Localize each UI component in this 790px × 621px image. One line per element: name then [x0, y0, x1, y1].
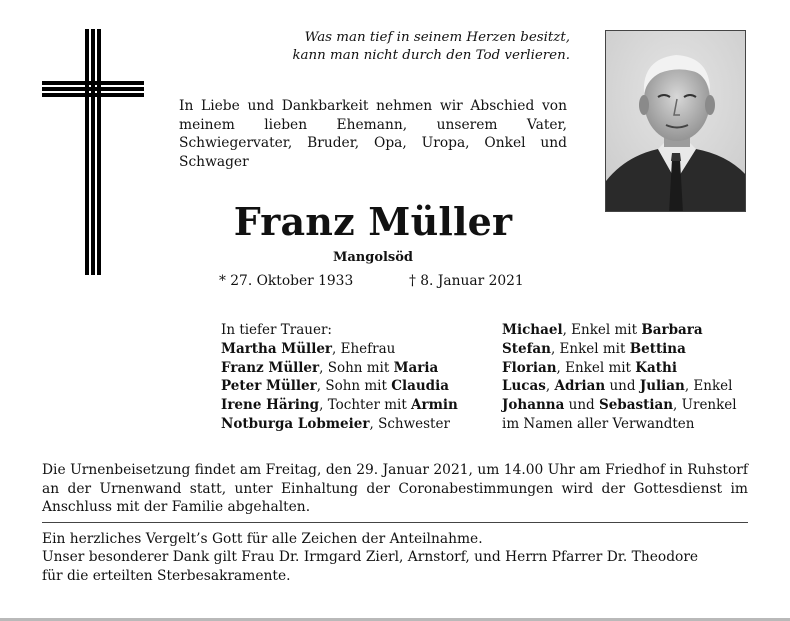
mourner-entry: Florian, Enkel mit Kathi	[502, 359, 677, 376]
mourner-closing: im Namen aller Verwandten	[502, 415, 695, 432]
mourner-entry: Peter Müller, Sohn mit Claudia	[221, 378, 449, 395]
mourner-entry: Stefan, Enkel mit Bettina	[502, 340, 686, 357]
deceased-name: Franz Müller	[233, 199, 513, 244]
intro-text: In Liebe und Dankbarkeit nehmen wir Abschied von meinem lieben Ehemann, unserem Vater, Schwiegervater, Bruder, Opa, Uropa, Onkel und Schwager	[179, 98, 567, 170]
mourner-entry: Notburga Lobmeier, Schwester	[221, 415, 450, 432]
mourners-left-column	[221, 321, 491, 434]
mourner-entry: Michael, Enkel mit Barbara	[502, 322, 703, 338]
thanks-section	[42, 530, 748, 585]
cross-icon-bar	[42, 81, 144, 97]
thanks-line: Ein herzliches Vergelt’s Gott für alle Zeichen der Anteilnahme.	[42, 531, 483, 547]
divider	[42, 522, 748, 523]
thanks-line: für die erteilten Sterbesakramente.	[42, 567, 291, 584]
memorial-quote	[240, 29, 570, 65]
funeral-details: Die Urnenbeisetzung findet am Freitag, den 29. Januar 2021, um 14.00 Uhr am Friedhof in Ruhstorf an der Urnenwand statt, unter Einhaltung der Coronabestimmungen wird der Gottesdienst im Anschluss mit der Familie abgehalten.	[42, 462, 748, 516]
mourners-heading: In tiefer Trauer:	[221, 322, 332, 338]
death-date: † 8. Januar 2021	[409, 273, 524, 289]
birth-date: * 27. Oktober 1933	[219, 273, 354, 289]
mourner-entry: Irene Häring, Tochter mit Armin	[221, 397, 458, 414]
mourner-entry: Lucas, Adrian und Julian, Enkel	[502, 378, 733, 395]
mourners-right-column	[502, 321, 762, 434]
portrait-photo	[605, 30, 746, 212]
portrait-image	[606, 31, 746, 212]
mourner-entry: Johanna und Sebastian, Urenkel	[502, 397, 737, 414]
quote-line: kann man nicht durch den Tod verlieren.	[292, 48, 570, 63]
deceased-place: Mangolsöd	[332, 250, 414, 265]
mourner-entry: Martha Müller, Ehefrau	[221, 340, 396, 357]
thanks-line: Unser besonderer Dank gilt Frau Dr. Irmgard Zierl, Arnstorf, und Herrn Pfarrer Dr. Theodore	[42, 549, 699, 566]
cross-icon	[85, 29, 101, 275]
mourner-entry: Franz Müller, Sohn mit Maria	[221, 359, 439, 376]
quote-line: Was man tief in seinem Herzen besitzt,	[304, 30, 570, 45]
